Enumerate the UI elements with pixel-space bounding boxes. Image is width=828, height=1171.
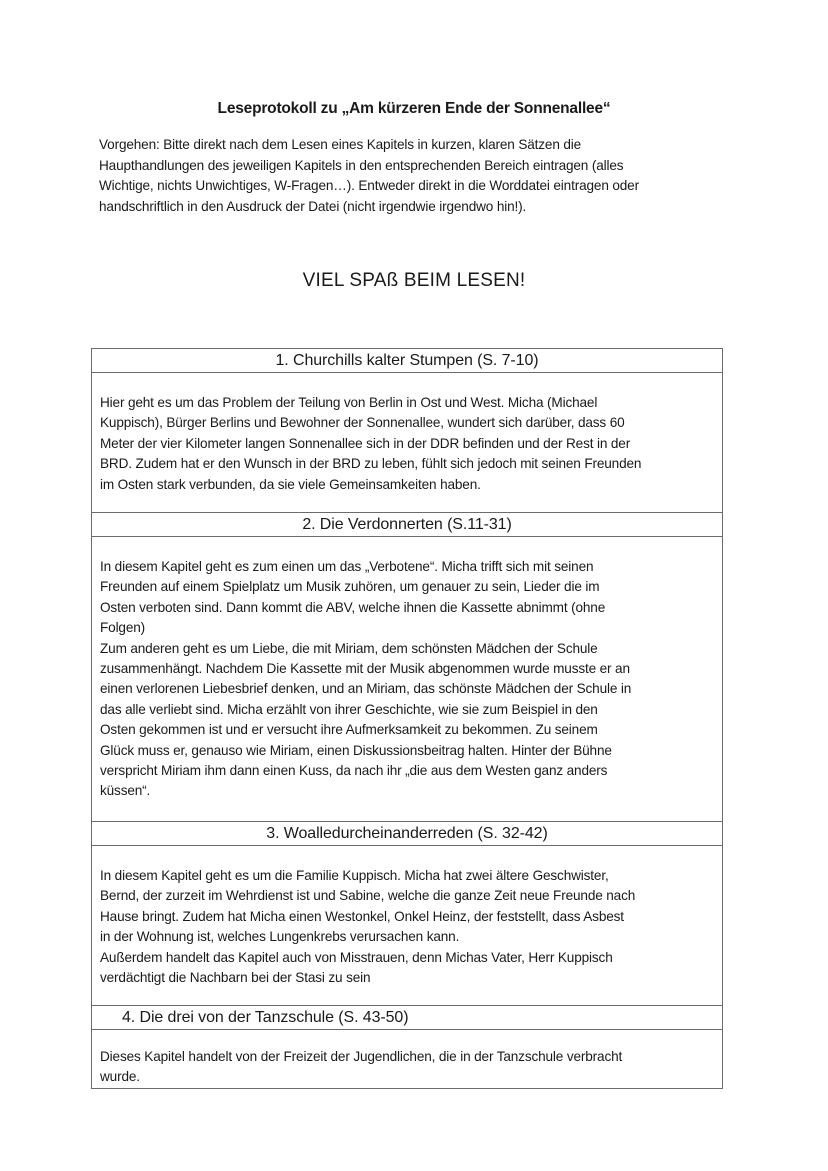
summary-line: BRD. Zudem hat er den Wunsch in der BRD zu leben, fühlt sich jedoch mit seinen Freunden [100,456,642,472]
instructions [99,135,739,218]
summary-line: im Osten stark verbunden, da sie viele Gemeinsamkeiten haben. [100,476,481,492]
chapter-heading: 2. Die Verdonnerten (S.11-31) [92,513,722,537]
summary-line: Hause bringt. Zudem hat Micha einen Westonkel, Onkel Heinz, der feststellt, dass Asbest [100,908,624,924]
summary-line: das alle verliebt sind. Micha erzählt von ihrer Geschichte, wie sie zum Beispiel in den [100,701,598,717]
summary-line: Dieses Kapitel handelt von der Freizeit der Jugendlichen, die in der Tanzschule verbracht [100,1049,623,1064]
summary-line: zusammenhängt. Nachdem Die Kassette mit der Musik abgenommen wurde musste er an [100,661,630,677]
chapter-summary[interactable] [92,1030,722,1089]
summary-line: einen verlorenen Liebesbrief denken, und an Miriam, das schönste Mädchen der Schule in [100,681,632,697]
chapter-summary[interactable] [92,373,722,513]
summary-line: wurde. [100,1069,140,1085]
summary-line: Folgen) [100,620,146,636]
chapter-heading: 3. Woalledurcheinanderreden (S. 32-42) [92,822,722,846]
motto-heading: VIEL SPAß BEIM LESEN! [302,270,526,291]
summary-line: Osten gekommen ist und er versucht ihre Aufmerksamkeit zu bekommen. Zu seinem [100,722,598,738]
summary-line: verspricht Miriam ihm dann einen Kuss, da nach ihr „die aus dem Westen ganz anders [100,763,608,779]
summary-line: Zum anderen geht es um Liebe, die mit Miriam, dem schönsten Mädchen der Schule [100,640,598,656]
document-title: Leseprotokoll zu „Am kürzeren Ende der Sonnenallee“ [217,100,611,117]
summary-line: In diesem Kapitel geht es zum einen um das „Verbotene“. Micha trifft sich mit seinen [100,559,594,574]
chapter-heading: 4. Die drei von der Tanzschule (S. 43-50) [92,1006,722,1030]
summary-line: küssen“. [100,783,151,799]
summary-line: Bernd, der zurzeit im Wehrdienst ist und Sabine, welche die ganze Zeit neue Freunde nach [100,888,636,904]
chapter-summary[interactable] [92,537,722,822]
summary-line: verdächtigt die Nachbarn bei der Stasi zu sein [100,970,371,986]
summary-line: In diesem Kapitel geht es um die Familie Kuppisch. Micha hat zwei ältere Geschwister, [100,868,609,883]
summary-line: Außerdem handelt das Kapitel auch von Misstrauen, denn Michas Vater, Herr Kuppisch [100,949,613,965]
summary-line: in der Wohnung ist, welches Lungenkrebs verursachen kann. [100,929,460,945]
instructions-line: Haupthandlungen des jeweiligen Kapitels in den entsprechenden Bereich eintragen (alles [99,157,624,173]
summary-line: Osten verboten sind. Dann kommt die ABV, welche ihnen die Kassette abnimmt (ohne [100,599,606,615]
instructions-line: Vorgehen: Bitte direkt nach dem Lesen eines Kapitels in kurzen, klaren Sätzen die [99,137,582,152]
summary-line: Kuppisch), Bürger Berlins und Bewohner der Sonnenallee, wundert sich darüber, dass 60 [100,415,625,431]
reading-log-table [91,348,723,1089]
instructions-line: handschriftlich in den Ausdruck der Datei (nicht irgendwie irgendwo hin!). [99,199,527,215]
summary-line: Glück muss er, genauso wie Miriam, einen Diskussionsbeitrag halten. Hinter der Bühne [100,742,612,758]
summary-line: Freunden auf einem Spielplatz um Musik zuhören, um genauer zu sein, Lieder die im [100,579,600,595]
summary-line: Hier geht es um das Problem der Teilung von Berlin in Ost und West. Micha (Michael [100,395,598,410]
instructions-line: Wichtige, nichts Unwichtiges, W-Fragen…). Entweder direkt in die Worddatei eintragen oder [99,178,639,194]
chapter-heading: 1. Churchills kalter Stumpen (S. 7-10) [92,349,722,373]
summary-line: Meter der vier Kilometer langen Sonnenallee sich in der DDR befinden und der Rest in der [100,435,631,451]
chapter-summary[interactable] [92,846,722,1006]
